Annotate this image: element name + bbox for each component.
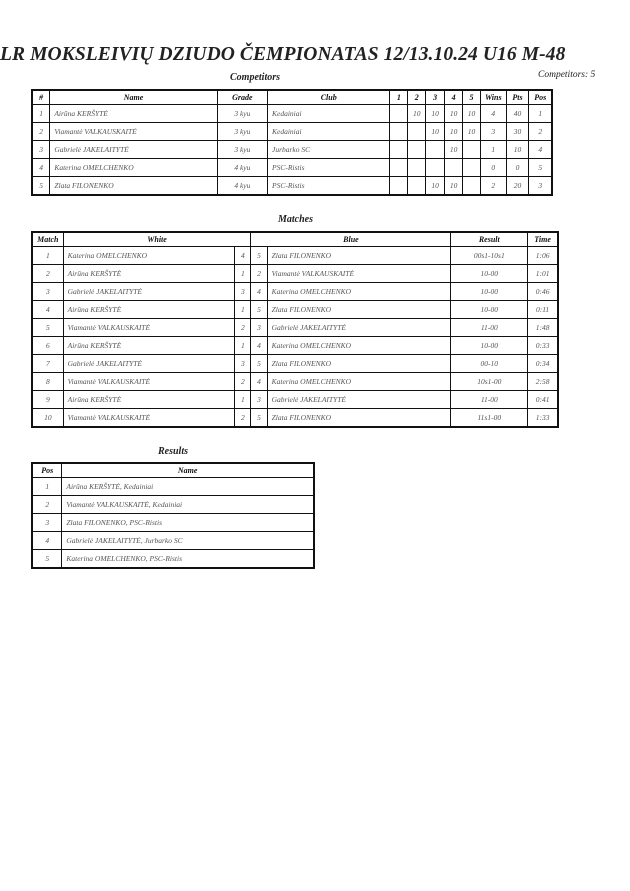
table-row — [32, 247, 558, 265]
competitor-grade-cell: 4 kyu — [217, 177, 267, 196]
match-bn-cell: 5 — [251, 409, 267, 428]
match-num-cell: 2 — [32, 265, 63, 283]
match-time-cell: 0:33 — [528, 337, 558, 355]
table-row — [32, 532, 314, 550]
match-blue-cell: Zlata FILONENKO — [267, 409, 451, 428]
matches-header-cell: Time — [528, 232, 558, 247]
match-wn-cell: 1 — [235, 265, 251, 283]
results-heading: Results — [158, 446, 189, 457]
competitor-wins-cell: 0 — [480, 159, 506, 177]
matches-header-cell: Match — [32, 232, 63, 247]
table-row — [32, 301, 558, 319]
competitor-pos-cell: 5 — [529, 159, 552, 177]
competitor-pos-cell: 3 — [529, 177, 552, 196]
competitor-r5-cell — [463, 177, 481, 196]
match-time-cell: 0:34 — [528, 355, 558, 373]
competitor-num-cell: 5 — [32, 177, 50, 196]
match-num-cell: 1 — [32, 247, 63, 265]
results-header-cell: Name — [62, 463, 314, 478]
competitors-header-cell: Pts — [506, 90, 529, 105]
competitor-r4-cell: 10 — [445, 105, 463, 123]
match-bn-cell: 4 — [251, 373, 267, 391]
competitors-heading: Competitors — [230, 72, 281, 83]
match-wn-cell: 1 — [235, 337, 251, 355]
match-bn-cell: 5 — [251, 247, 267, 265]
results-table — [31, 462, 315, 569]
competitor-name-cell: Viamantė VALKAUSKAITĖ — [50, 123, 217, 141]
competitor-r1-cell — [390, 141, 408, 159]
result-name-cell: Airūna KERŠYTĖ, Kedainiai — [62, 478, 314, 496]
competitor-club-cell: Kedainiai — [268, 105, 390, 123]
competitor-name-cell: Zlata FILONENKO — [50, 177, 217, 196]
match-num-cell: 6 — [32, 337, 63, 355]
match-time-cell: 0:11 — [528, 301, 558, 319]
match-bn-cell: 3 — [251, 319, 267, 337]
table-row — [32, 283, 558, 301]
competitor-r1-cell — [390, 159, 408, 177]
competitors-header-cell: Pos — [529, 90, 552, 105]
match-result-cell: 10s1-00 — [451, 373, 528, 391]
matches-header-cell: Result — [451, 232, 528, 247]
matches-header-cell: White — [63, 232, 251, 247]
competitors-header-cell: 3 — [426, 90, 445, 105]
competitor-r4-cell: 10 — [445, 123, 463, 141]
match-result-cell: 10-00 — [451, 337, 528, 355]
match-wn-cell: 3 — [235, 355, 251, 373]
competitor-pts-cell: 20 — [506, 177, 529, 196]
competitor-name-cell: Gabrielė JAKELAITYTĖ — [50, 141, 217, 159]
match-num-cell: 10 — [32, 409, 63, 428]
result-pos-cell: 2 — [32, 496, 62, 514]
table-row — [32, 265, 558, 283]
table-row — [32, 355, 558, 373]
match-blue-cell: Katerina OMELCHENKO — [267, 337, 451, 355]
competitor-r3-cell: 10 — [426, 177, 445, 196]
match-wn-cell: 1 — [235, 301, 251, 319]
competitor-r5-cell — [463, 159, 481, 177]
match-wn-cell: 1 — [235, 391, 251, 409]
competitor-r4-cell: 10 — [445, 177, 463, 196]
competitor-grade-cell: 4 kyu — [217, 159, 267, 177]
competitor-r3-cell — [426, 159, 445, 177]
match-num-cell: 8 — [32, 373, 63, 391]
match-white-cell: Airūna KERŠYTĖ — [63, 391, 235, 409]
match-blue-cell: Zlata FILONENKO — [267, 301, 451, 319]
match-time-cell: 2:58 — [528, 373, 558, 391]
result-name-cell: Zlata FILONENKO, PSC-Ristis — [62, 514, 314, 532]
competitors-table — [31, 89, 553, 196]
match-white-cell: Viamantė VALKAUSKAITĖ — [63, 409, 235, 428]
competitor-grade-cell: 3 kyu — [217, 123, 267, 141]
match-time-cell: 1:01 — [528, 265, 558, 283]
match-result-cell: 10-00 — [451, 265, 528, 283]
page-title: LR MOKSLEIVIŲ DZIUDO ČEMPIONATAS 12/13.10.24 U16 M-48 — [0, 44, 566, 65]
table-row — [32, 391, 558, 409]
competitor-num-cell: 3 — [32, 141, 50, 159]
match-white-cell: Viamantė VALKAUSKAITĖ — [63, 373, 235, 391]
competitor-num-cell: 4 — [32, 159, 50, 177]
competitor-r2-cell — [408, 123, 426, 141]
table-row — [32, 123, 552, 141]
match-blue-cell: Viamantė VALKAUSKAITĖ — [267, 265, 451, 283]
competitor-num-cell: 2 — [32, 123, 50, 141]
table-row — [32, 550, 314, 569]
competitor-wins-cell: 4 — [480, 105, 506, 123]
competitor-pts-cell: 30 — [506, 123, 529, 141]
match-blue-cell: Zlata FILONENKO — [267, 355, 451, 373]
match-blue-cell: Zlata FILONENKO — [267, 247, 451, 265]
competitors-header-cell: 4 — [445, 90, 463, 105]
competitor-wins-cell: 3 — [480, 123, 506, 141]
table-row — [32, 105, 552, 123]
table-row — [32, 514, 314, 532]
table-row — [32, 319, 558, 337]
competitor-r4-cell: 10 — [445, 141, 463, 159]
match-blue-cell: Katerina OMELCHENKO — [267, 373, 451, 391]
match-white-cell: Airūna KERŠYTĖ — [63, 265, 235, 283]
competitor-r5-cell: 10 — [463, 123, 481, 141]
result-pos-cell: 1 — [32, 478, 62, 496]
competitor-r3-cell — [426, 141, 445, 159]
match-result-cell: 00-10 — [451, 355, 528, 373]
table-row — [32, 478, 314, 496]
competitors-header-cell: Name — [50, 90, 217, 105]
competitor-r5-cell: 10 — [463, 105, 481, 123]
competitor-wins-cell: 1 — [480, 141, 506, 159]
competitor-club-cell: PSC-Ristis — [268, 159, 390, 177]
match-blue-cell: Gabrielė JAKELAITYTĖ — [267, 319, 451, 337]
competitor-r3-cell: 10 — [426, 123, 445, 141]
competitor-r1-cell — [390, 123, 408, 141]
competitors-header-cell: 2 — [408, 90, 426, 105]
competitor-r4-cell — [445, 159, 463, 177]
competitor-r1-cell — [390, 105, 408, 123]
competitor-pts-cell: 0 — [506, 159, 529, 177]
result-pos-cell: 4 — [32, 532, 62, 550]
match-num-cell: 4 — [32, 301, 63, 319]
competitors-header-cell: 1 — [390, 90, 408, 105]
competitor-r2-cell: 10 — [408, 105, 426, 123]
table-row — [32, 337, 558, 355]
match-bn-cell: 5 — [251, 301, 267, 319]
match-time-cell: 1:06 — [528, 247, 558, 265]
competitor-r3-cell: 10 — [426, 105, 445, 123]
result-name-cell: Gabrielė JAKELAITYTĖ, Jurbarko SC — [62, 532, 314, 550]
match-bn-cell: 4 — [251, 337, 267, 355]
match-white-cell: Airūna KERŠYTĖ — [63, 301, 235, 319]
competitor-pts-cell: 40 — [506, 105, 529, 123]
result-name-cell: Katerina OMELCHENKO, PSC-Ristis — [62, 550, 314, 569]
match-result-cell: 10-00 — [451, 283, 528, 301]
table-row — [32, 177, 552, 196]
competitor-r2-cell — [408, 177, 426, 196]
result-name-cell: Viamantė VALKAUSKAITĖ, Kedainiai — [62, 496, 314, 514]
match-white-cell: Gabrielė JAKELAITYTĖ — [63, 283, 235, 301]
table-row — [32, 141, 552, 159]
competitor-grade-cell: 3 kyu — [217, 105, 267, 123]
competitor-pos-cell: 2 — [529, 123, 552, 141]
competitors-header-cell: # — [32, 90, 50, 105]
competitor-club-cell: Kedainiai — [268, 123, 390, 141]
match-blue-cell: Gabrielė JAKELAITYTĖ — [267, 391, 451, 409]
match-num-cell: 5 — [32, 319, 63, 337]
match-wn-cell: 2 — [235, 373, 251, 391]
competitor-r5-cell — [463, 141, 481, 159]
match-result-cell: 10-00 — [451, 301, 528, 319]
match-white-cell: Gabrielė JAKELAITYTĖ — [63, 355, 235, 373]
competitors-header-cell: Wins — [480, 90, 506, 105]
results-header-cell: Pos — [32, 463, 62, 478]
table-row — [32, 373, 558, 391]
competitor-name-cell: Katerina OMELCHENKO — [50, 159, 217, 177]
matches-table — [31, 231, 559, 428]
match-num-cell: 7 — [32, 355, 63, 373]
competitor-pos-cell: 4 — [529, 141, 552, 159]
result-pos-cell: 5 — [32, 550, 62, 569]
match-time-cell: 0:46 — [528, 283, 558, 301]
match-num-cell: 9 — [32, 391, 63, 409]
match-bn-cell: 4 — [251, 283, 267, 301]
competitor-club-cell: PSC-Ristis — [268, 177, 390, 196]
competitor-r2-cell — [408, 141, 426, 159]
match-time-cell: 0:41 — [528, 391, 558, 409]
match-white-cell: Viamantė VALKAUSKAITĖ — [63, 319, 235, 337]
competitors-header-cell: Club — [268, 90, 390, 105]
match-wn-cell: 2 — [235, 319, 251, 337]
match-bn-cell: 5 — [251, 355, 267, 373]
matches-heading: Matches — [278, 214, 313, 225]
match-num-cell: 3 — [32, 283, 63, 301]
result-pos-cell: 3 — [32, 514, 62, 532]
competitor-pos-cell: 1 — [529, 105, 552, 123]
competitor-r2-cell — [408, 159, 426, 177]
competitor-club-cell: Jurbarko SC — [268, 141, 390, 159]
competitors-count: Competitors: 5 — [538, 70, 596, 80]
competitor-wins-cell: 2 — [480, 177, 506, 196]
match-bn-cell: 3 — [251, 391, 267, 409]
competitor-pts-cell: 10 — [506, 141, 529, 159]
match-white-cell: Airūna KERŠYTĖ — [63, 337, 235, 355]
competitors-header-cell: Grade — [217, 90, 267, 105]
match-wn-cell: 2 — [235, 409, 251, 428]
table-row — [32, 159, 552, 177]
match-result-cell: 11-00 — [451, 391, 528, 409]
table-row — [32, 496, 314, 514]
match-wn-cell: 3 — [235, 283, 251, 301]
competitor-num-cell: 1 — [32, 105, 50, 123]
match-blue-cell: Katerina OMELCHENKO — [267, 283, 451, 301]
match-wn-cell: 4 — [235, 247, 251, 265]
competitor-r1-cell — [390, 177, 408, 196]
matches-header-cell: Blue — [251, 232, 451, 247]
match-result-cell: 11-00 — [451, 319, 528, 337]
competitor-grade-cell: 3 kyu — [217, 141, 267, 159]
competitor-name-cell: Airūna KERŠYTĖ — [50, 105, 217, 123]
match-white-cell: Katerina OMELCHENKO — [63, 247, 235, 265]
competitors-header-cell: 5 — [463, 90, 481, 105]
match-result-cell: 11s1-00 — [451, 409, 528, 428]
match-bn-cell: 2 — [251, 265, 267, 283]
table-row — [32, 409, 558, 428]
match-time-cell: 1:33 — [528, 409, 558, 428]
match-result-cell: 00s1-10s1 — [451, 247, 528, 265]
match-time-cell: 1:48 — [528, 319, 558, 337]
